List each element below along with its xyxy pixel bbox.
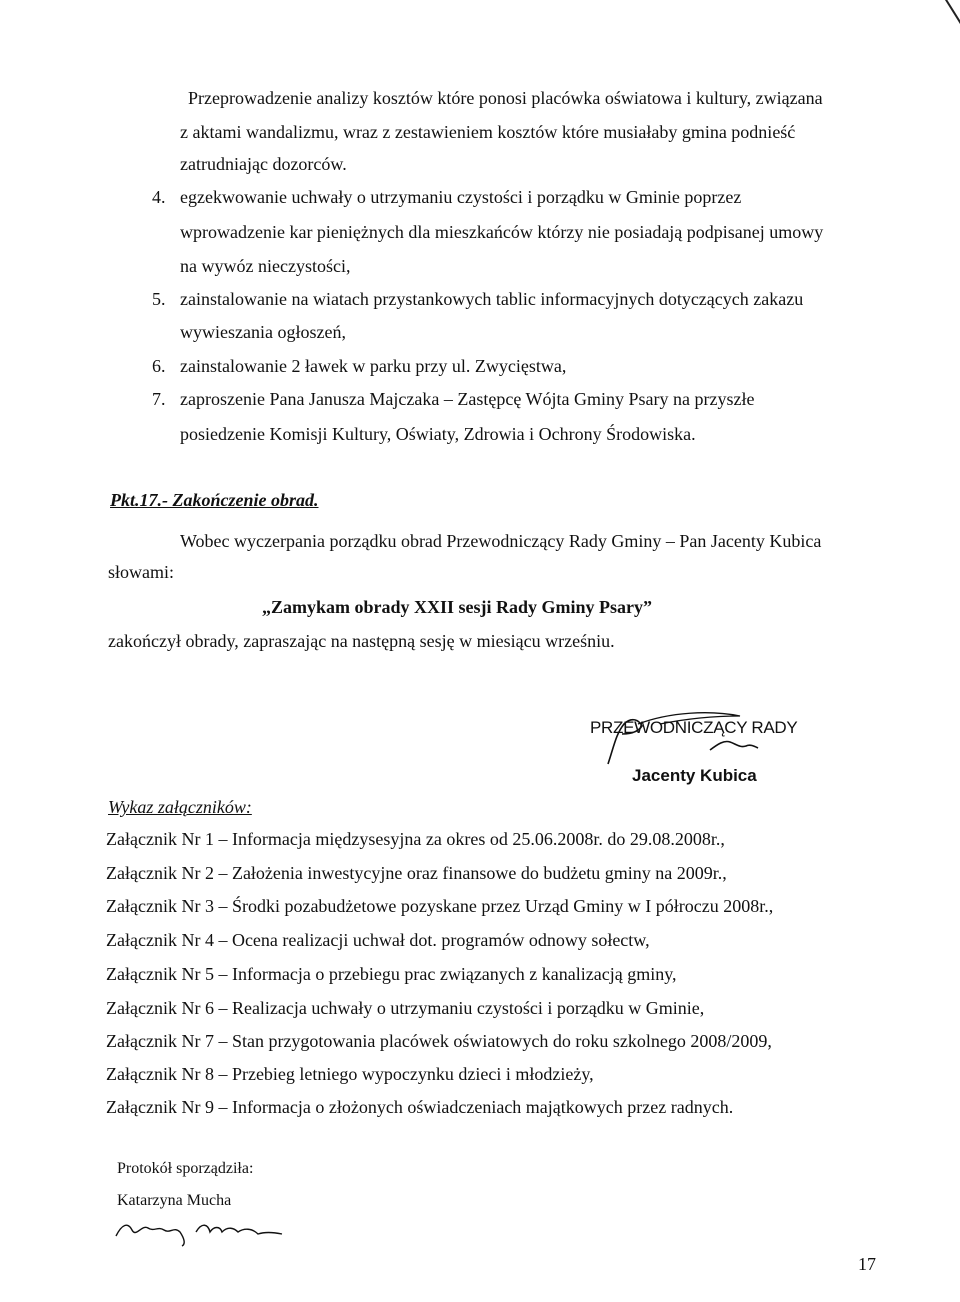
attachment-item-5: Załącznik Nr 5 – Informacja o przebiegu prac związanych z kanalizacją gminy,: [106, 964, 677, 984]
closing-paragraph-line-2: słowami:: [108, 562, 174, 582]
closing-sentence: zakończył obrady, zapraszając na następną sesję w miesiącu wrześniu.: [108, 631, 615, 651]
closing-paragraph-line-1: Wobec wyczerpania porządku obrad Przewodniczący Rady Gminy – Pan Jacenty Kubica: [180, 531, 822, 551]
stamp-title: PRZEWODNICZĄCY RADY: [590, 718, 798, 737]
prepared-by-label: Protokół sporządziła:: [117, 1160, 254, 1177]
stamp-name: Jacenty Kubica: [632, 766, 757, 785]
page-number: 17: [858, 1254, 876, 1274]
closing-quote: „Zamykam obrady XXII sesji Rady Gminy Psary”: [262, 597, 653, 617]
attachment-item-6: Załącznik Nr 6 – Realizacja uchwały o utrzymaniu czystości i porządku w Gminie,: [106, 998, 705, 1018]
attachment-item-9: Załącznik Nr 9 – Informacja o złożonych oświadczeniach majątkowych przez radnych.: [106, 1097, 734, 1117]
item-number-6: 6.: [152, 356, 166, 376]
intro-line-3: zatrudniając dozorców.: [180, 154, 347, 174]
item-number-7: 7.: [152, 389, 166, 409]
attachment-item-8: Załącznik Nr 8 – Przebieg letniego wypoczynku dzieci i młodzieży,: [106, 1064, 594, 1084]
item-4-line-2: wprowadzenie kar pieniężnych dla mieszkańców którzy nie posiadają podpisanej umowy: [180, 222, 824, 242]
item-number-4: 4.: [152, 187, 166, 207]
attachment-item-3: Załącznik Nr 3 – Środki pozabudżetowe pozyskane przez Urząd Gminy w I półroczu 2008r.,: [106, 896, 774, 916]
attachment-item-2: Załącznik Nr 2 – Założenia inwestycyjne oraz finansowe do budżetu gminy na 2009r.,: [106, 863, 727, 883]
item-7-line-2: posiedzenie Komisji Kultury, Oświaty, Zdrowia i Ochrony Środowiska.: [180, 424, 696, 444]
item-number-5: 5.: [152, 289, 166, 309]
item-5-line-1: zainstalowanie na wiatach przystankowych tablic informacyjnych dotyczących zakazu: [180, 289, 804, 309]
item-4-line-1: egzekwowanie uchwały o utrzymaniu czystości i porządku w Gminie poprzez: [180, 187, 742, 207]
attachment-item-4: Załącznik Nr 4 – Ocena realizacji uchwał dot. programów odnowy sołectw,: [106, 930, 650, 950]
item-6-line-1: zainstalowanie 2 ławek w parku przy ul. Zwycięstwa,: [180, 356, 567, 376]
item-4-line-3: na wywóz nieczystości,: [180, 256, 351, 276]
attachment-item-1: Załącznik Nr 1 – Informacja międzysesyjna za okres od 25.06.2008r. do 29.08.2008r.,: [106, 829, 725, 849]
intro-line-2: z aktami wandalizmu, wraz z zestawieniem kosztów które musiałaby gmina podnieść: [180, 122, 796, 142]
section-heading: Pkt.17.- Zakończenie obrad.: [110, 490, 319, 510]
prepared-by-name: Katarzyna Mucha: [117, 1192, 232, 1209]
attachment-item-7: Załącznik Nr 7 – Stan przygotowania placówek oświatowych do roku szkolnego 2008/2009,: [106, 1031, 772, 1051]
scan-corner-mark: [945, 0, 960, 32]
secretary-signature: [112, 1214, 292, 1248]
attachments-heading: Wykaz załączników:: [108, 797, 252, 817]
item-5-line-2: wywieszania ogłoszeń,: [180, 322, 346, 342]
item-7-line-1: zaproszenie Pana Janusza Majczaka – Zastępcę Wójta Gminy Psary na przyszłe: [180, 389, 755, 409]
intro-line-1: Przeprowadzenie analizy kosztów które ponosi placówka oświatowa i kultury, związana: [188, 88, 823, 108]
chairman-signature: [590, 704, 800, 774]
